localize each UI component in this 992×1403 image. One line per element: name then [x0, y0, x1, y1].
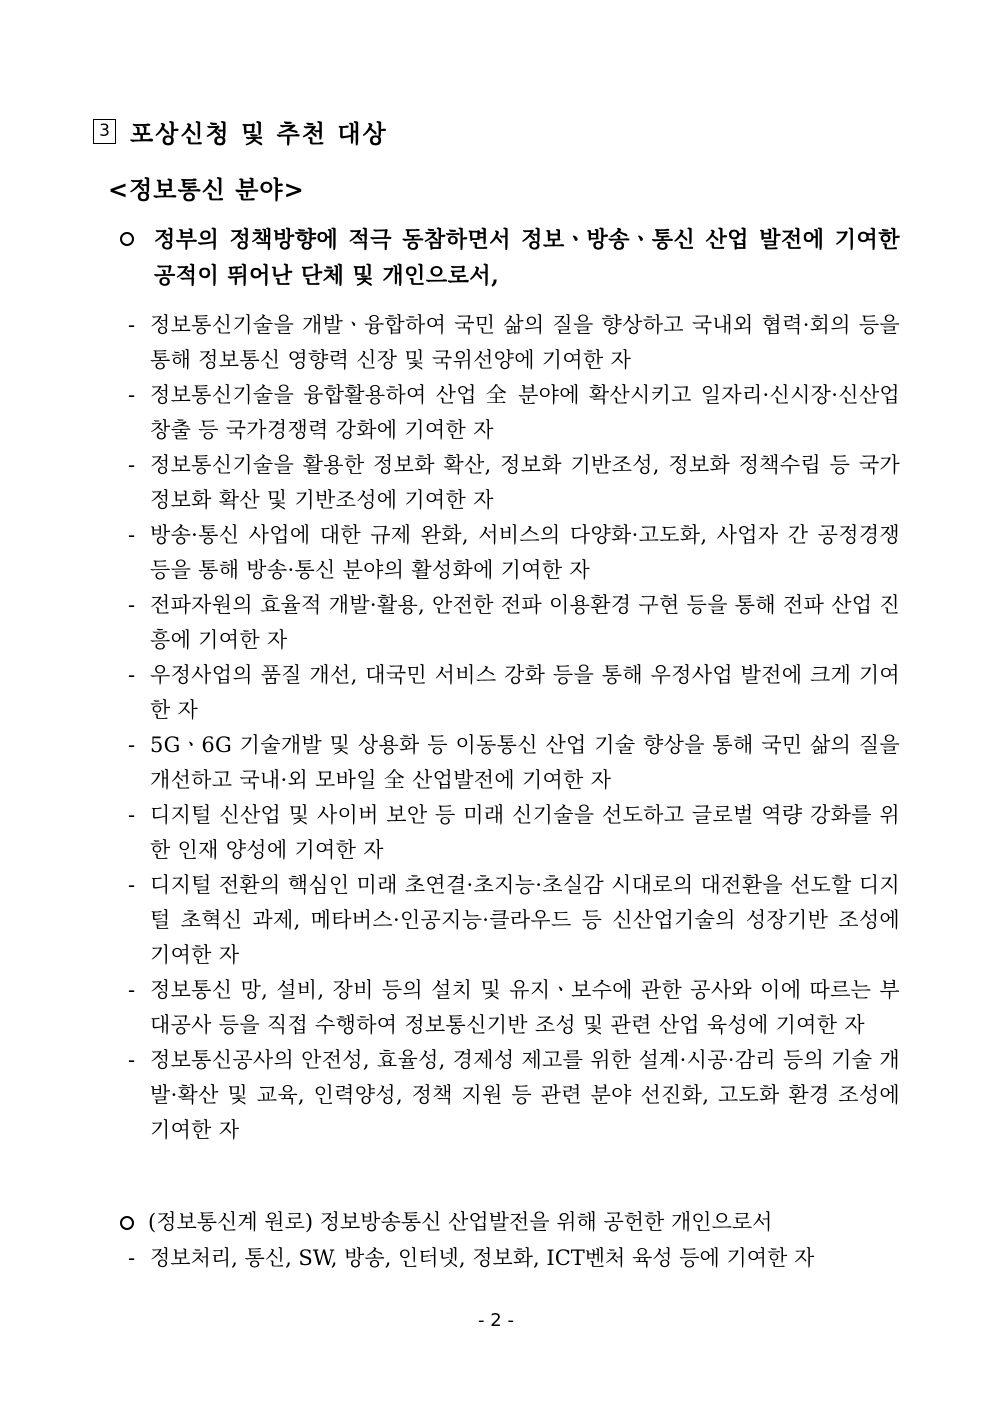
main-bullet-text: 정부의 정책방향에 적극 동참하면서 정보ㆍ방송ㆍ통신 산업 발전에 기여한 공적이 뛰어난 단체 및 개인으로서, — [154, 227, 900, 289]
sub-list-item-text: 정보처리, 통신, SW, 방송, 인터넷, 정보화, ICT벤처 육성 등에 기여한 자 — [150, 1246, 815, 1270]
dash-icon: - — [128, 663, 136, 687]
sub-list-item — [120, 1241, 900, 1276]
list-item — [120, 1043, 900, 1148]
list-item-text: 5Gㆍ6G 기술개발 및 상용화 등 이동통신 산업 기술 향상을 통해 국민 삶의 질을 개선하고 국내·외 모바일 全 산업발전에 기여한 자 — [150, 733, 900, 792]
list-item — [120, 448, 900, 518]
dash-icon: - — [128, 978, 136, 1002]
list-item — [120, 308, 900, 378]
list-item-text: 정보통신기술을 융합활용하여 산업 全 분야에 확산시키고 일자리·신시장·신산업 창출 등 국가경쟁력 강화에 기여한 자 — [150, 383, 900, 442]
dash-icon: - — [128, 1048, 136, 1072]
dash-icon: - — [128, 873, 136, 897]
section-heading — [93, 114, 388, 149]
dash-icon: - — [128, 593, 136, 617]
list-item-text: 정보통신기술을 활용한 정보화 확산, 정보화 기반조성, 정보화 정책수립 등 국가정보화 확산 및 기반조성에 기여한 자 — [150, 453, 900, 512]
dash-icon: - — [128, 313, 136, 337]
main-bullet — [120, 222, 900, 294]
dash-icon: - — [128, 803, 136, 827]
subsection-title: <정보통신 분야> — [108, 175, 305, 204]
dash-icon: - — [128, 523, 136, 547]
list-item-text: 정보통신기술을 개발ㆍ융합하여 국민 삶의 질을 향상하고 국내외 협력·회의 등을 통해 정보통신 영향력 신장 및 국위선양에 기여한 자 — [150, 313, 900, 372]
dash-icon: - — [128, 383, 136, 407]
hollow-circle-bullet-icon — [120, 1216, 134, 1230]
list-item-text: 정보통신공사의 안전성, 효율성, 경제성 제고를 위한 설계·시공·감리 등의 기술 개발·확산 및 교육, 인력양성, 정책 지원 등 관련 분야 선진화, 고도화 환경 조성에 기여한 자 — [150, 1048, 900, 1142]
list-item — [120, 658, 900, 728]
list-item — [120, 728, 900, 798]
list-item — [120, 973, 900, 1043]
list-item-text: 전파자원의 효율적 개발·활용, 안전한 전파 이용환경 구현 등을 통해 전파 산업 진흥에 기여한 자 — [150, 593, 900, 652]
list-item — [120, 378, 900, 448]
list-item — [120, 798, 900, 868]
circle-bullet-icon — [120, 232, 134, 246]
list-item-text: 디지털 전환의 핵심인 미래 초연결·초지능·초실감 시대로의 대전환을 선도할 디지털 초혁신 과제, 메타버스·인공지능·클라우드 등 신산업기술의 성장기반 조성에 기여한 자 — [150, 873, 900, 967]
dash-icon: - — [128, 1246, 136, 1270]
list-item — [120, 868, 900, 973]
list-item-text: 방송·통신 사업에 대한 규제 완화, 서비스의 다양화·고도화, 사업자 간 공정경쟁 등을 통해 방송·통신 분야의 활성화에 기여한 자 — [150, 523, 900, 582]
sub-bullet-text: (정보통신계 원로) 정보방송통신 산업발전을 위해 공헌한 개인으로서 — [148, 1210, 773, 1234]
sub-bullet — [120, 1205, 900, 1240]
dash-icon: - — [128, 733, 136, 757]
section-title: 포상신청 및 추천 대상 — [130, 119, 388, 148]
dash-icon: - — [128, 453, 136, 477]
criteria-list — [120, 308, 900, 1148]
list-item-text: 디지털 신산업 및 사이버 보안 등 미래 신기술을 선도하고 글로벌 역량 강화를 위한 인재 양성에 기여한 자 — [150, 803, 900, 862]
list-item — [120, 518, 900, 588]
list-item-text: 정보통신 망, 설비, 장비 등의 설치 및 유지ㆍ보수에 관한 공사와 이에 따르는 부대공사 등을 직접 수행하여 정보통신기반 조성 및 관련 산업 육성에 기여한 자 — [150, 978, 900, 1037]
page-number: - 2 - — [478, 1310, 514, 1331]
list-item — [120, 588, 900, 658]
list-item-text: 우정사업의 품질 개선, 대국민 서비스 강화 등을 통해 우정사업 발전에 크게 기여한 자 — [150, 663, 900, 722]
section-number-box: 3 — [93, 119, 116, 144]
